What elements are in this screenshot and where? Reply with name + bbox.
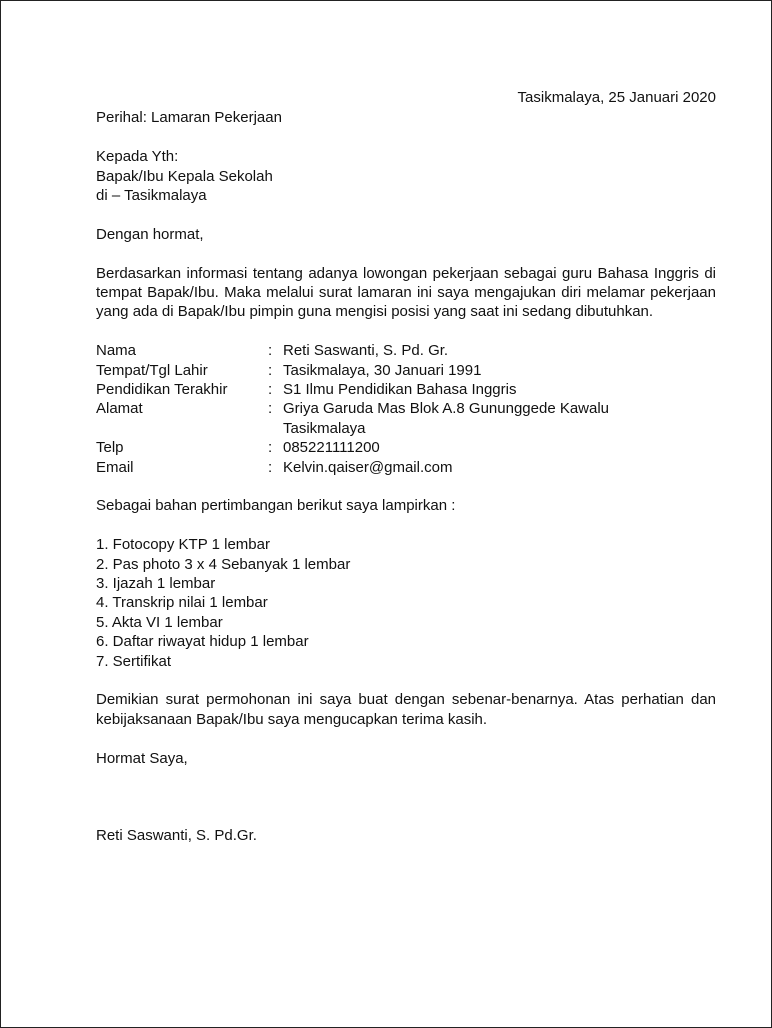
list-item: 4. Transkrip nilai 1 lembar [96,594,268,612]
signature-name: Reti Saswanti, S. Pd.Gr. [96,827,257,845]
attachments-list [96,535,716,671]
letter-subject: Perihal: Lamaran Pekerjaan [96,109,282,127]
list-item: 6. Daftar riwayat hidup 1 lembar [96,633,309,651]
info-row [96,380,609,399]
info-separator: : [268,361,273,379]
address-line: Griya Garuda Mas Blok A.8 Gununggede Kawalu [283,400,610,418]
list-item: 3. Ijazah 1 lembar [96,575,216,593]
info-label: Telp [96,439,124,457]
info-row [96,458,609,477]
info-separator: : [268,458,273,476]
applicant-info-table [96,341,609,477]
list-item: 2. Pas photo 3 x 4 Sebanyak 1 lembar [96,555,351,573]
info-row [96,341,609,360]
letter-date: Tasikmalaya, 25 Januari 2020 [517,89,716,106]
recipient-block [96,147,716,205]
info-separator: : [268,381,273,399]
info-row [96,361,609,380]
attachments-intro: Sebagai bahan pertimbangan berikut saya lampirkan : [96,497,456,515]
letter-body [96,88,716,846]
info-label: Tempat/Tgl Lahir [96,361,208,379]
list-item: 5. Akta VI 1 lembar [96,613,223,631]
recipient-line: Kepada Yth: [96,148,179,166]
info-value [283,399,609,438]
info-row [96,399,609,438]
info-separator: : [268,439,273,457]
list-item: 7. Sertifikat [96,652,172,670]
info-value: Tasikmalaya, 30 Januari 1991 [283,361,482,379]
info-separator: : [268,400,273,418]
info-label: Pendidikan Terakhir [96,381,228,399]
info-value: Kelvin.qaiser@gmail.com [283,458,453,476]
recipient-line: Bapak/Ibu Kepala Sekolah [96,167,273,185]
closing-paragraph: Demikian surat permohonan ini saya buat dengan sebenar-benarnya. Atas perhatian dan kebijaksanaan Bapak/Ibu saya mengucapkan terima kasih. [96,691,716,728]
info-row [96,438,609,457]
address-line: Tasikmalaya [283,419,366,437]
regards: Hormat Saya, [96,749,188,767]
intro-paragraph: Berdasarkan informasi tentang adanya lowongan pekerjaan sebagai guru Bahasa Inggris di tempat Bapak/Ibu. Maka melalui surat lamaran ini saya mengajukan diri melamar pekerjaan yang ada di Bapak/Ibu pimpin guna mengisi posisi yang saat ini sedang dibutuhkan. [96,264,716,321]
info-value: S1 Ilmu Pendidikan Bahasa Inggris [283,381,517,399]
info-separator: : [268,342,273,360]
info-value: 085221111200 [283,439,380,457]
recipient-line: di – Tasikmalaya [96,187,207,205]
info-label: Alamat [96,400,143,418]
salutation: Dengan hormat, [96,225,204,243]
info-value: Reti Saswanti, S. Pd. Gr. [283,342,449,360]
info-label: Nama [96,342,137,360]
info-label: Email [96,458,134,476]
list-item: 1. Fotocopy KTP 1 lembar [96,536,270,554]
